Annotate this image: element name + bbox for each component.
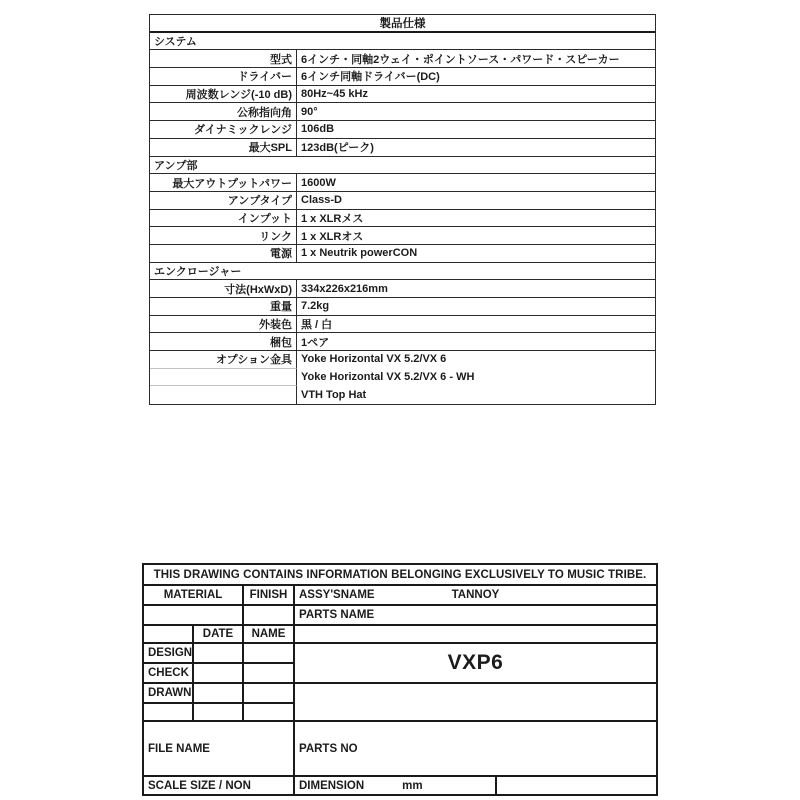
material-value-cell (144, 606, 244, 626)
spec-value: 334x226x216mm (297, 280, 655, 298)
spec-label: 型式 (150, 50, 297, 68)
spec-label: 最大SPL (150, 139, 297, 157)
spec-row-option-hardware-3 (150, 386, 655, 404)
spec-row-dimensions (150, 280, 655, 298)
spec-value: 106dB (297, 121, 655, 139)
spec-row-driver (150, 68, 655, 86)
empty-cell (497, 777, 656, 794)
check-name-cell (244, 664, 295, 684)
date-label: DATE (194, 626, 244, 644)
spec-label: 梱包 (150, 333, 297, 351)
dimension-label: DIMENSION (299, 779, 365, 792)
spec-value: 80Hz~45 kHz (297, 86, 655, 104)
spec-value: 90° (297, 103, 655, 121)
spec-value: Class-D (297, 192, 655, 210)
parts-name-label: PARTS NAME (295, 606, 656, 626)
empty-cell (244, 704, 295, 722)
spec-row-power (150, 245, 655, 263)
scale-size-label: SCALE SIZE / NON (144, 777, 295, 794)
brand-name: TANNOY (451, 589, 500, 601)
finish-value-cell (244, 606, 295, 626)
material-label: MATERIAL (144, 586, 244, 606)
spec-label: アンプタイプ (150, 192, 297, 210)
spec-value: VTH Top Hat (301, 389, 367, 402)
spec-value: Yoke Horizontal VX 5.2/VX 6 - WH (301, 371, 475, 384)
product-spec-table (149, 14, 656, 405)
spec-row-max-output (150, 174, 655, 192)
assy-name-cell (295, 586, 656, 606)
spec-row-input (150, 210, 655, 228)
spec-label: リンク (150, 227, 297, 245)
spec-row-type (150, 50, 655, 68)
spec-title-row (150, 15, 655, 33)
parts-no-label: PARTS NO (295, 722, 656, 777)
finish-label: FINISH (244, 586, 295, 606)
spec-row-dynamic-range (150, 121, 655, 139)
spec-label: オプション金具 (150, 351, 297, 369)
spec-value: 黒 / 白 (297, 316, 655, 334)
spec-label: 外装色 (150, 316, 297, 334)
model-number: VXP6 (295, 644, 656, 684)
confidentiality-notice: THIS DRAWING CONTAINS INFORMATION BELONGING EXCLUSIVELY TO MUSIC TRIBE. (144, 565, 656, 586)
empty-cell (295, 684, 656, 722)
spec-label: 電源 (150, 245, 297, 263)
design-name-cell (244, 644, 295, 664)
design-label: DESIGN (144, 644, 194, 664)
drawn-name-cell (244, 684, 295, 704)
spec-label: 重量 (150, 298, 297, 316)
spec-value: Yoke Horizontal VX 5.2/VX 6 (301, 353, 447, 366)
empty-cell (144, 626, 194, 644)
spec-value: 1600W (297, 174, 655, 192)
spec-value: 6インチ・同軸2ウェイ・ポイントソース・パワード・スピーカー (297, 50, 655, 68)
drawing-title-block (142, 563, 658, 796)
check-label: CHECK (144, 664, 194, 684)
empty-cell (295, 626, 656, 644)
spec-row-option-hardware-1 (150, 351, 655, 369)
spec-row-option-hardware-2 (150, 369, 655, 387)
spec-row-dispersion (150, 103, 655, 121)
empty-cell (144, 704, 194, 722)
spec-label: 周波数レンジ(-10 dB) (150, 86, 297, 104)
spec-value: 6インチ同軸ドライバー(DC) (297, 68, 655, 86)
spec-value: 1 x XLRオス (297, 227, 655, 245)
spec-label (150, 386, 297, 404)
spec-label (150, 369, 297, 387)
dimension-unit: mm (402, 779, 423, 792)
dimension-cell (295, 777, 497, 794)
spec-table-title: 製品仕様 (150, 15, 655, 33)
file-name-label: FILE NAME (144, 722, 295, 777)
empty-cell (194, 704, 244, 722)
spec-value: 1 x Neutrik powerCON (297, 245, 655, 263)
spec-section-enclosure (150, 263, 655, 281)
drawn-label: DRAWN (144, 684, 194, 704)
spec-row-color (150, 316, 655, 334)
spec-row-max-spl (150, 139, 655, 157)
section-label: エンクロージャー (150, 263, 655, 281)
spec-row-amp-type (150, 192, 655, 210)
spec-label: 最大アウトプットパワー (150, 174, 297, 192)
spec-value: 123dB(ピーク) (297, 139, 655, 157)
name-label: NAME (244, 626, 295, 644)
section-label: アンプ部 (150, 157, 655, 175)
spec-label: 寸法(HxWxD) (150, 280, 297, 298)
check-date-cell (194, 664, 244, 684)
spec-label: インプット (150, 210, 297, 228)
design-date-cell (194, 644, 244, 664)
spec-section-amp (150, 157, 655, 175)
assy-name-label: ASSY'SNAME (299, 589, 375, 601)
spec-value: 1 x XLRメス (297, 210, 655, 228)
spec-label: ドライバー (150, 68, 297, 86)
spec-value: 7.2kg (297, 298, 655, 316)
section-label: システム (150, 33, 655, 51)
spec-label: 公称指向角 (150, 103, 297, 121)
drawn-date-cell (194, 684, 244, 704)
spec-row-link (150, 227, 655, 245)
spec-value: 1ペア (297, 333, 655, 351)
spec-row-packaging (150, 333, 655, 351)
spec-row-freq-range (150, 86, 655, 104)
spec-label: ダイナミックレンジ (150, 121, 297, 139)
spec-section-system (150, 33, 655, 51)
spec-row-weight (150, 298, 655, 316)
